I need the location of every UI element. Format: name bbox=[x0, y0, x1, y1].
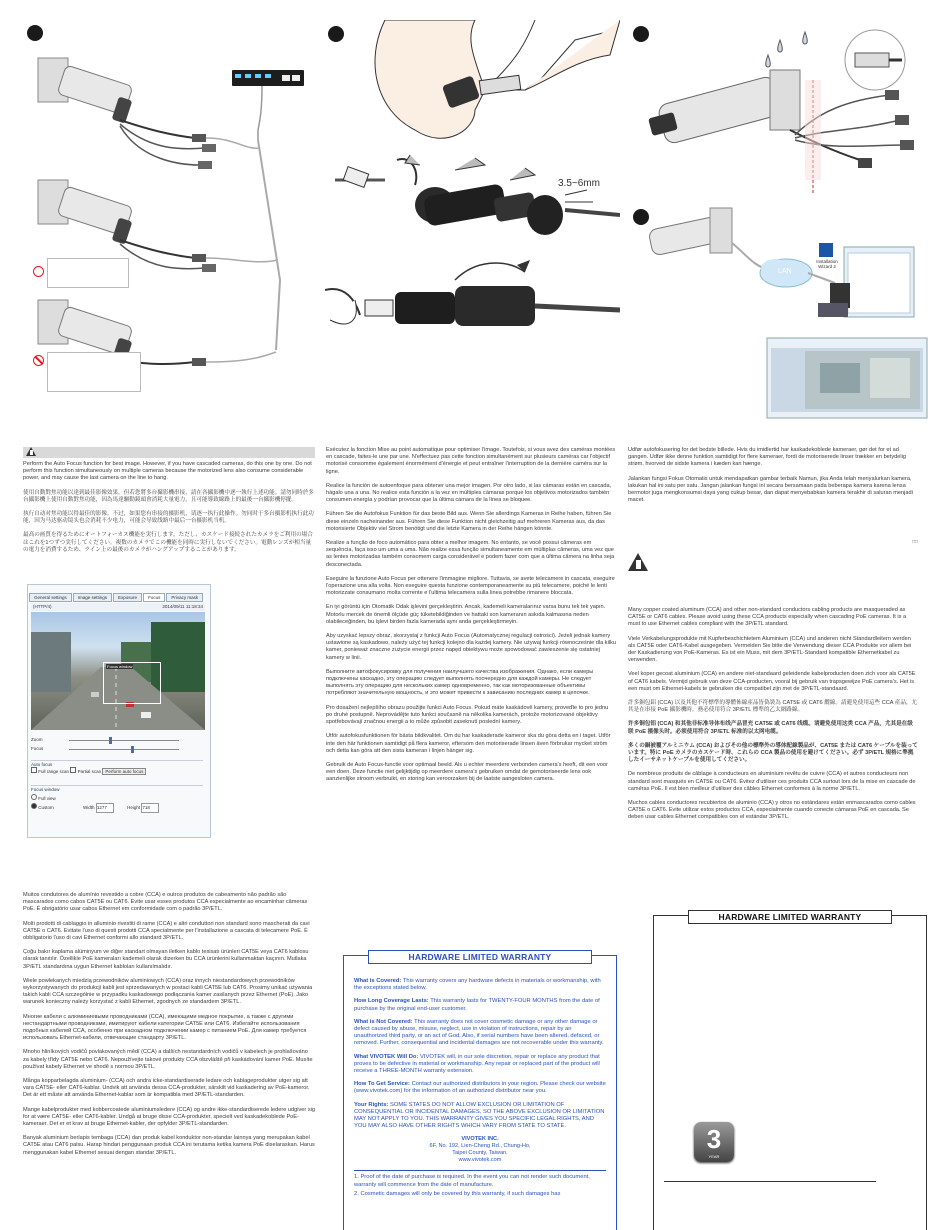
network-setup-illustration bbox=[630, 203, 930, 423]
cca-zh-cn: 许多铜包铝 (CCA) 和其他非标准导体布线产品冒充 CAT5E 或 CAT6 线缆。请避免使用这类 CCA 产品，尤其是在级联 PoE 摄像头时。必须使用符合 3P/ETL 标准的以太网电缆。 bbox=[628, 721, 913, 735]
tab-general-settings[interactable]: General settings bbox=[29, 593, 72, 602]
paragraph-da: Udfør autofokusering for det bedste billede. Hvis du imidlertid har kaskadekoblede kameraer, gør det for et ad gangen. Udfør ikke denne funktion samtidigt for flere kameraer, fordi de motoriserede linser trækker en betydelig strøm, hvorved de sidste kamera i kæden kan hænge. bbox=[628, 447, 906, 468]
custom-label: Custom bbox=[38, 805, 54, 810]
focus-label: Focus bbox=[31, 746, 44, 751]
warranty-card bbox=[343, 952, 617, 1230]
full-view-label: Full view bbox=[38, 796, 56, 801]
get-service-head: How To Get Service: bbox=[354, 1081, 410, 1088]
warranty-card-3-year-title: HARDWARE LIMITED WARRANTY bbox=[688, 910, 892, 924]
video-header bbox=[31, 603, 205, 611]
connector-assembly-illustration bbox=[325, 20, 620, 360]
height-input[interactable]: 718 bbox=[141, 803, 159, 813]
not-covered-head: What is Not Covered: bbox=[354, 1018, 413, 1025]
warranty-card-3-year bbox=[653, 912, 927, 1230]
timestamp-label: 2014/09/11 11:18:34 bbox=[162, 604, 203, 609]
cca-en: Many copper coated aluminum (CCA) and other non-standard conductors cabling products are masqueraded as CAT5E or CAT6 cables. Please avoid using these CCA products especially when cascading PoE cameras. It is a must to use Ethernet cables compliant with the 3P/ETL standard. bbox=[628, 607, 907, 628]
prohibited-caption-box bbox=[47, 352, 141, 392]
paragraph-ja: 最高の画質を得るためにオートフォーカス機能を実行します。ただし、カスケード接続されたカメラをご利用の場合はこれを1つずつ実行してください。複数のカメラでこの機能を同時に実行しないでください。電動レンズが相当量の電力を消費するため、ライン上の最後のカメラがハングアップすることがあります。 bbox=[23, 532, 313, 553]
paragraph-fr: Exécutez la fonction Mise au point automatique pour optimiser l'image. Toutefois, si vous avez des caméras montées en cascade, faites-le une par une. N'effectuez pas cette fonction simultanément sur plusieurs caméras car l'objectif motorisé consomme également énormément d'énergie et peut entraîner l'interruption de la dernière caméra sur la ligne. bbox=[326, 447, 616, 475]
ok-icon bbox=[33, 266, 44, 277]
cca-pt: Muitos condutores de alumínio revestido a cobre (CCA) e outros produtos de cabeamento não padrão são mascarados como cabos CAT5E ou CAT6. Evite usar esses produtos CCA especialmente ao encaminhar câmeras PoE. É obrigatório usar cabos Ethernet em conformidade com o padrão 3P/ETL. bbox=[23, 892, 308, 913]
get-service-text: Contact our authorized distributors in your region. Please check our website (www.vivotek.com) for the information of an authorized distributor near you. bbox=[354, 1081, 606, 1095]
full-view-radio[interactable] bbox=[31, 794, 37, 800]
signature-line bbox=[664, 1181, 876, 1182]
paragraph-en: Perform the Auto Focus function for best image. However, if you have cascaded cameras, do this one by one. Do not perform this function simultaneously on multiple cameras because the motorized lens also consume considerable power, and may cause the last camera on the line to hang. bbox=[23, 461, 312, 482]
illustration-panel-1 bbox=[20, 20, 320, 380]
installation-wizard-label: Installation Wizard 2 bbox=[816, 259, 838, 269]
tab-bar bbox=[28, 585, 210, 605]
autofocus-screenshot bbox=[27, 584, 211, 838]
focus-window-section bbox=[31, 785, 203, 816]
illustration-panel-4 bbox=[630, 203, 930, 423]
cca-ja: 多くの銅被覆アルミニウム (CCA) およびその他の標準外の導体配線製品が、CAT5E または CAT6 ケーブルを装っています。特に PoE カメラのカスケード時、これらの CCA 製品の使用を避けてください。必ず 3P/ETL 規格に準拠したイーサネットケーブルを使用してください。 bbox=[628, 742, 918, 764]
zoom-row bbox=[31, 737, 205, 744]
coverage-length-head: How Long Coverage Lasts: bbox=[354, 998, 429, 1005]
address-line-1: 6F, No. 192, Lien-Cheng Rd., Chung-Ho, bbox=[429, 1143, 531, 1150]
cca-es: Muchos cables conductores recubiertos de aluminio (CCA) y otros no estándares están enmascarados como cables CAT5E o CAT6. Evite utilizar estos productos CCA, especialmente cuando conecte cámaras PoE en cascada. Se deben usar cables Ethernet compatibles con el estándar 3P/ETL. bbox=[628, 800, 916, 821]
illustration-panel-2 bbox=[325, 20, 620, 360]
width-label: Width bbox=[83, 805, 95, 810]
paragraph-zh-cn: 执行自动对焦功能以得最佳的影像。不过，如果您有串接的摄影机，请逐一执行此操作。勿同时于多台摄影机执行此功能，因为马达驱动镜头也会消耗不少电力，可能会导致线路中最后一台摄影机当机。 bbox=[23, 511, 314, 525]
column-3-cca bbox=[628, 607, 918, 829]
warning-banner bbox=[23, 447, 315, 458]
company-website[interactable]: www.vivotek.com bbox=[458, 1157, 502, 1164]
ok-caption-box bbox=[47, 258, 129, 288]
height-label: Height bbox=[127, 805, 141, 810]
perform-autofocus-button[interactable]: Perform auto focus bbox=[102, 768, 146, 775]
full-range-radio[interactable] bbox=[31, 767, 37, 773]
focus-window-heading: Focus window bbox=[31, 787, 60, 792]
column-1-bottom bbox=[23, 892, 315, 1164]
dimension-label: 3.5~6mm bbox=[558, 178, 600, 189]
tab-focus[interactable]: Focus bbox=[143, 593, 165, 602]
cca-fr: De nombreux produits de câblage à conducteurs en aluminium revêtu de cuivre (CCA) et autres conducteurs non standard sont masqués en CAT5E ou CAT6. Évitez d'utiliser ces produits CCA surtout lors de la mise en cascade de caméras PoE. Il est bien meilleur d'utiliser des câbles Ethernet conformes à la norme 3P/ETL. bbox=[628, 771, 916, 792]
paragraph-pt: Realize a função de foco automático para obter a melhor imagem. No entanto, se você possui câmeras em sequência, faça isso um uma a uma. Não realize essa função simultaneamente em múltiplas câmeras, uma vez que as lentes motorizadas também consomem carga considerável e podem fazer com que a última câmera na linha seja desconectada. bbox=[326, 540, 615, 568]
cascaded-cameras-illustration bbox=[20, 20, 320, 380]
focus-row bbox=[31, 746, 205, 753]
cca-sv: Många kopparbelagda aluminium- (CCA) och andra icke-standardiserade ledare och kablageprodukter utger sig att vara CAT5E- eller CAT6-kablar. Undvik att använda dessa CCA-produkter, särskilt vid kaskadering av PoE-kameror. Det är ett måste att använda Ethernet-kablar som är kompatibla med 3P/ETL-standarden. bbox=[23, 1078, 310, 1099]
covered-head: What is Covered: bbox=[354, 978, 402, 984]
paragraph-es: Realice la función de autoenfoque para obtener una mejor imagen. Por otro lado, si las cámaras están en cascada, hágalo una a una. No realice esta función a la vez en múltiples cámaras porque los objetivos motorizados también consumen energía y podrían provocar que la última cámara de la línea se bloquee. bbox=[326, 482, 612, 504]
paragraph-id: Jalankan fungsi Fokus Otomatis untuk mendapatkan gambar terbaik Namun, jika Anda telah menyalurkan kamera, lakukan hal ini satu per satu. Jangan jalankan fungsi ini secara bersamaan pada beberapa kamera karena lensa bermotor juga mengkonsumsi daya yang cukup besar, dan dapat menyebabkan kamera terakhir di saluran menjadi macet. bbox=[628, 475, 913, 504]
coverage-length-text: This warranty lasts for TWENTY-FOUR MONTHS from the date of purchase by the original end-user customer. bbox=[354, 998, 600, 1012]
cca-tr: Çoğu bakır kaplama alüminyum ve diğer standart olmayan iletken kablo tesisatı ürünleri CAT5E veya CAT6 kablosu olarak tanıtılır. Özellikle PoE kameraları kademeli olarak dizerken bu CCA ürünlerini kullanmaktan kaçının. Mutlaka 3P/ETL standardına uygun Ethernet kabloları kullanılmalıdır. bbox=[23, 949, 309, 970]
tab-exposure[interactable]: Exposure bbox=[113, 593, 142, 602]
address-line-2: Taipei County, Taiwan. bbox=[452, 1150, 508, 1157]
lan-label: LAN bbox=[778, 268, 792, 275]
cca-da: Mange kabelprodukter med kobbercoatede aluminiumsledere (CCA) og andre ikke-standardiserede ledere udgiver sig for at være CAT5E- eller CAT6-kabler. Undgå at bruge disse CCA-produkter, specielt ved kaskadekoblede PoE-kameraer. Det er et krav at bruge Ethernet-kabler, der opfylder 3P/ETL-standarden. bbox=[23, 1106, 315, 1128]
not-covered-text: This warranty does not cover cosmetic damage or any other damage or defect caused by abuse, misuse, neglect, use in violation of instructions, repair by an unauthorized third party, or an act of God. Also, if serial numbers have been altered, defaced, or removed. Further, consequential and incidental damages are not recoverable under this warranty. bbox=[354, 1018, 604, 1047]
company-block bbox=[354, 1136, 606, 1164]
cca-de: Viele Verkabelungsprodukte mit Kupferbeschichtetem Aluminium (CCA) und anderen nicht Standardleitern werden als CAT5E oder CAT6-Kabel ausgegeben. Vermeiden Sie bitte die Verwendung dieser CCA Produkte vor allem bei der Kaskadierung von PoE-Kameras. Es ist ein Muss, mit dem 3P/ETL-Standard kompatible Ethernetkabel zu verwenden. bbox=[628, 635, 912, 664]
paragraph-nl: Gebruik de Auto Focus-functie voor optimaal beeld. Als u echter meerdere verbonden camera's heeft, dit een voor een doen. Deze functie niet gelijktijdig op meerdere camera's gebruiken omdat de gemotoriseerde lens ook aanzienlijke stroom verbruikt, en storing kan veroorzaken bij de laatste aangesloten camera. bbox=[326, 761, 608, 783]
autofocus-section bbox=[31, 760, 203, 783]
cca-pl: Wiele powlekanych miedzią przewodników aluminiowych (CCA) oraz innych niestandardowych przewodników wykorzystywanych do produkcji kabli jest sprzedawanych w postaci kabli CAT5E lub CAT6. Prosimy unikać używania takich kabli CCA szczególnie w przypadku kaskadowego podłączania kamer zasilanych przez Ethernet (PoE). Jako warunek konieczny należy korzystać z kabli Ethernet, zgodnych ze standardem 3P/ETL. bbox=[23, 977, 313, 1006]
tab-privacy-mask[interactable]: Privacy mask bbox=[166, 593, 203, 602]
badge-label: YEAR bbox=[708, 1154, 720, 1159]
tab-image-settings[interactable]: Image settings bbox=[73, 593, 112, 602]
cca-id: Banyak aluminium berlapis tembaga (CCA) dan produk kabel konduktor non-standar lainnya yang merupakan kabel CAT5E atau CAT6 palsu. Harap hindari penggunaan produk CCA ini terutama ketika kamera PoE diselaraskan. Harus menggunakan kabel Ethernet sesuai dengan standar 3P/ETL. bbox=[23, 1135, 315, 1156]
autofocus-heading: Auto focus bbox=[31, 762, 53, 767]
paragraph-it: Eseguire la funzione Auto Focus per ottenere l'immagine migliore. Tuttavia, se avete telecamere in cascata, eseguire l'operazione una alla volta. Non eseguire questa funzione contemporaneamente su più telecamere, poiché le lenti motorizzate consumano molta corrente e l'ultima telecamera sulla linea potrebbe rimanere bloccata. bbox=[326, 575, 615, 597]
column-3-top bbox=[628, 447, 918, 511]
warranty-note-2: 2. Cosmetic damages will only be covered by this warranty, if such damages has bbox=[354, 1190, 561, 1197]
three-year-badge bbox=[694, 1122, 734, 1162]
paragraph-zh-tw: 使用自動對焦功能以達到最佳影像效果。但若您將多台攝影機串接，請在各攝影機中逐一執行上述功能。請勿同時於多台攝影機上使用自動對焦功能，因為馬達驅動鏡頭會消耗大量電力，且可能導致線路上的最後一台攝影機停擺。 bbox=[23, 489, 314, 503]
rights-head: Your Rights: bbox=[354, 1101, 389, 1108]
warranty-note-1: 1. Proof of the date of purchase is required. In the event you can not render such document, warranty will commence from the date of manufacture. bbox=[354, 1174, 590, 1188]
vivotek-will-do-text: VIVOTEK will, in our sole discretion, repair or replace any product that proves to be defective in material or workmanship. Any repair or replaced part of the product will receive a THREE-MONTH warranty extension. bbox=[354, 1053, 600, 1075]
width-input[interactable]: 1277 bbox=[96, 803, 114, 813]
paragraph-tr: En iyi görüntü için Otomatik Odak işlevini gerçekleştirin. Ancak, kademeli kameralarınız varsa bunu tek tek yapın. Motorlu mercek de önemli ölçüde güç tüketebildiğinden ve hattaki son kameranın askıda kalmasına neden olabileceğinden, bu işlevi birden fazla kamerada aynı anda gerçekleştirmeyin. bbox=[326, 604, 606, 625]
cca-nl: Veel koper gecoat aluminium (CCA) en andere niet-standaard geleidende kabelproducten doen zich voor als CAT5E of CAT6 kabels. Vermijd gebruik van deze CCA-producten, vooral bij gebruik van trapsgewijze PoE camera's. Het is een must om Ethernet-kabels te gebruiken die compatibel zijn met de 3P/ETL-standaard. bbox=[628, 671, 916, 692]
paragraph-cs: Pro dosažení nejlepšího obrazu použijte funkci Auto Focus. Pokud máte kaskádově kamery, proveďte to pro jednu po druhé postupně. Neprovádějte tuto funkci současně na několika kamerách, protože motorizované objektivy spotřebovávají značnou energii a to může způsobit zaseknutí poslední kamery. bbox=[326, 704, 609, 726]
partial-scan-radio[interactable] bbox=[70, 767, 76, 773]
protocol-label: (HTTP/4) bbox=[33, 604, 52, 609]
warranty-title: HARDWARE LIMITED WARRANTY bbox=[368, 950, 592, 964]
partial-scan-label: Partial scan bbox=[77, 769, 102, 774]
paragraph-ru: Выполните автофокусировку для получения наилучшего качества изображения. Однако, если камеры подключены каскадно, эту операцию следует выполнять поочередно для каждой камеры. Не следует выполнять эту операцию для нескольких камер одновременно, так как моторизованные объективы потребляют значительную мощность, и это может привести к зависанию последних камер в цепочке. bbox=[326, 668, 594, 697]
prohibited-icon bbox=[33, 355, 44, 366]
cca-zh-tw: 許多銅包鋁 (CCA) 以及其他不符標準的導體佈線產品皆偽裝為 CAT5E 或 CAT6 纜線。請避免使用這些 CCA 產品，尤其是在串接 PoE 攝影機時。務必使用符合 3P/ETL 標準的乙太網路線。 bbox=[628, 700, 918, 714]
cca-cs: Mnoho hliníkových vodičů povlakovaných mědí (CCA) a dalších nestandardních vodičů v kabelech je prohlašováno za kabely třídy CAT5E nebo CAT6. Nepoužívejte takové produkty CCA obzvláště při kaskádování kamer PoE. Musíte používat kabely Ethernet ve shodě s normou 3P/ETL. bbox=[23, 1049, 313, 1070]
waterproof-illustration bbox=[630, 20, 930, 195]
zoom-label: Zoom bbox=[31, 737, 43, 742]
paragraph-sv: Utför autofokusfunktionen för bästa bildkvalitet. Om du har kaskaderade kameror ska du göra detta en i taget. Utför inte den här funktionen samtidigt på flera kameror, eftersom den motoriserade linsen även förbrukar mycket ström och detta kan göra att den sista kameran i linjen hänger sig. bbox=[326, 733, 611, 754]
small-mark: □□ bbox=[912, 539, 919, 545]
focus-handle[interactable] bbox=[131, 746, 134, 753]
illustration-panel-3 bbox=[630, 20, 930, 195]
focus-window-box[interactable] bbox=[103, 662, 161, 704]
badge-number: 3 bbox=[706, 1124, 722, 1154]
full-range-label: Full range scan bbox=[38, 769, 70, 774]
cca-ru: Многие кабели с алюминиевыми проводниками (CCA), имеющими медное покрытие, а также с другими нестандартными проводниками, имитируют кабели категории CAT5E или CAT6. Избегайте использования подобных кабелей CCA, особенно при каскадном подключении камер с питанием PoE. Для камер требуется использовать Ethernet-кабели, отвечающие стандарту 3P/ETL. bbox=[23, 1013, 307, 1042]
focus-window-caption: Focus window bbox=[107, 664, 133, 669]
vivotek-will-do-head: What VIVOTEK Will Do: bbox=[354, 1053, 419, 1060]
zoom-slider[interactable] bbox=[69, 740, 179, 741]
paragraph-de: Führen Sie die Autofokus Funktion für das beste Bild aus. Wenn Sie allerdings Kameras in Reihe haben, führen Sie diese einzeln nacheinander aus. Führen Sie diese Funktion nicht gleichzeitig auf mehreren Kameras aus, da das motorisierte Objektiv viel Strom benötigt und die letzte Kamera in der Reihe hängen könnte. bbox=[326, 511, 612, 532]
column-2-top bbox=[326, 447, 616, 791]
custom-radio[interactable] bbox=[31, 803, 37, 809]
covered-text: This warranty covers any hardware defects in materials or workmanship, with the exceptions stated below. bbox=[354, 978, 601, 992]
warranty-body bbox=[354, 978, 606, 1204]
cca-it: Molti prodotti di cablaggio in alluminio rivestiti di rame (CCA) e altri conduttori non standard sono mascherati da cavi CAT5E o CAT6. Evitate l'uso di questi prodotti CCA specialmente per l'installazione a cascata di telecamere PoE. È obbligatorio l'uso di cavi Ethernet conformi allo standard 3P/ETL. bbox=[23, 920, 310, 942]
video-preview bbox=[31, 612, 205, 730]
rights-text: SOME STATES DO NOT ALLOW EXCLUSION OR LIMITATION OF CONSEQUENTIAL OR INCIDENTAL DAMAGES, SO THE ABOVE EXCLUSION OR LIMITATION MAY NOT APPLY TO YOU. THIS WARRANTY GIVES YOU SPECIFIC LEGAL RIGHTS, AND YOU MAY ALSO HAVE OTHER RIGHTS WHICH VARY FROM STATE TO STATE. bbox=[354, 1101, 605, 1130]
zoom-handle[interactable] bbox=[109, 737, 112, 744]
paragraph-pl: Aby uzyskać lepszy obraz, skorzystaj z funkcji Auto Focus (Automatycznej regulacji ostrości). Jeżeli jednak kamery ustawione są kaskadowo, należy użyć tej funkcji kolejno dla każdej kamery. Nie używaj funkcji równocześnie dla kilku kamer, ponieważ znaczne zużycie energii przez napęd obiektywu może spowodować zawieszenie się ostatniej kamery w linii. bbox=[326, 633, 616, 661]
company-name: VIVOTEK INC. bbox=[461, 1136, 499, 1143]
focus-slider[interactable] bbox=[69, 749, 179, 750]
column-1-top bbox=[23, 447, 315, 561]
